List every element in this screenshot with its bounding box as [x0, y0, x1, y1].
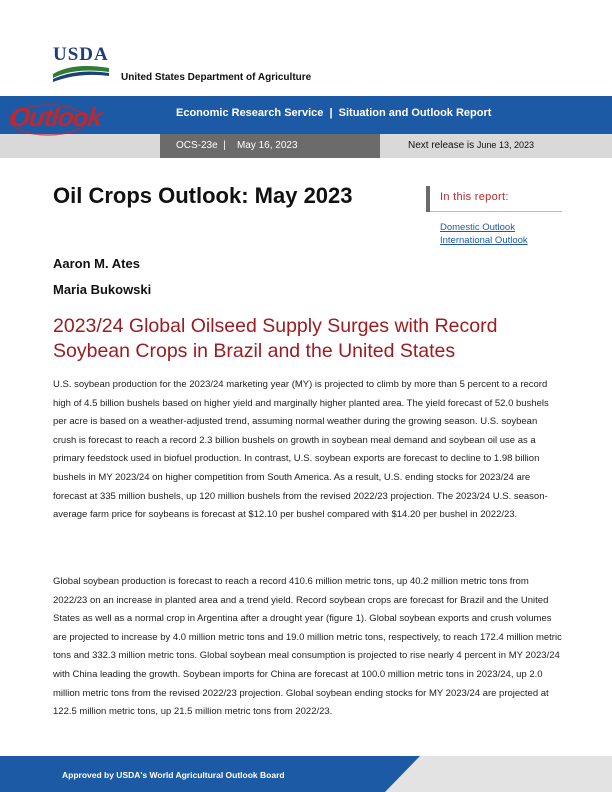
report-banner	[0, 96, 612, 158]
article-paragraph: U.S. soybean production for the 2023/24 marketing year (MY) is projected to climb by more than 5 percent to a record high of 4.5 billion bushels based on higher yield and marginally higher planted area. The yield forecast of 52.0 bushels per acre is based on a weather-adjusted trend, assuming normal weather during the growing season. U.S. soybean crush is forecast to reach a record 2.3 billion bushels on growth in soybean meal demand and soybean oil use as a primary feedstock used in biofuel production. In contrast, U.S. soybean exports are forecast to decline to 1.98 billion bushels in MY 2023/24 on higher competition from South America. As a result, U.S. ending stocks for 2023/24 are forecast at 335 million bushels, up 120 million bushels from the revised 2022/23 projection. The 2023/24 U.S. season-average farm price for soybeans is forecast at $12.10 per bushel compared with $14.20 per bushel in 2022/23.	[53, 379, 549, 521]
report-title: Oil Crops Outlook: May 2023	[53, 183, 353, 208]
next-release-date: June 13, 2023	[476, 140, 534, 150]
link-domestic-outlook[interactable]: Domestic Outlook	[440, 222, 515, 233]
next-release-label: Next release is	[408, 140, 477, 151]
next-release	[408, 140, 534, 151]
usda-logo-text: USDA	[53, 44, 109, 65]
footer-approval-text: Approved by USDA's World Agricultural Outlook Board	[62, 770, 285, 780]
report-id-date: OCS-23e | May 16, 2023	[176, 140, 298, 151]
author-name: Aaron M. Ates	[53, 256, 140, 271]
in-this-report-heading: In this report:	[440, 191, 509, 203]
service-line: Economic Research Service | Situation and Outlook Report	[176, 107, 492, 119]
page-footer	[0, 756, 612, 792]
outlook-logo: Outlook	[8, 102, 103, 132]
in-this-report-bar	[426, 186, 430, 212]
department-name: United States Department of Agriculture	[121, 72, 312, 83]
author-name: Maria Bukowski	[53, 282, 152, 297]
article-headline: 2023/24 Global Oilseed Supply Surges with Record Soybean Crops in Brazil and the United States	[53, 315, 498, 362]
usda-swoosh-icon	[53, 64, 109, 82]
article-paragraph: Global soybean production is forecast to reach a record 410.6 million metric tons, up 40.2 million metric tons from 2022/23 on an increase in planted area and a trend yield. Record soybean crops are forecast for Brazil and the United States as well as a normal crop in Argentina after a drought year (figure 1). Global soybean exports and crush volumes are projected to increase by 4.0 million metric tons and 19.0 million metric tons, respectively, to reach 172.4 million metric tons and 332.3 million metric tons. Global soybean meal consumption is projected to rise nearly 4 percent in MY 2023/24 with China leading the growth. Soybean imports for China are forecast at 100.0 million metric tons in 2023/24, up 2.0 million metric tons from the revised 2022/23 projection. Global soybean ending stocks for MY 2023/24 are projected at 122.5 million metric tons, up 21.5 million metric tons from 2022/23.	[53, 576, 562, 718]
in-this-report-divider	[430, 211, 562, 212]
link-international-outlook[interactable]: International Outlook	[440, 235, 528, 246]
